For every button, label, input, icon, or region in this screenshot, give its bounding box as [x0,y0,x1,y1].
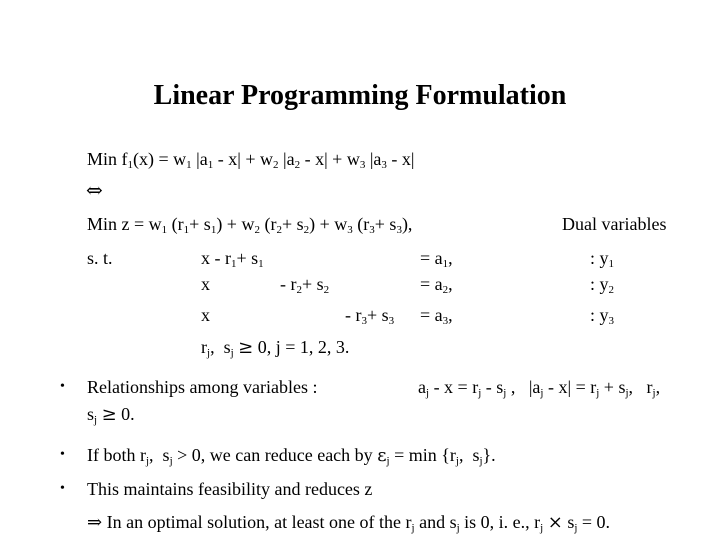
slide-title: Linear Programming Formulation [153,80,567,111]
subject-to-label: s. t. [87,248,113,268]
bullet-1-continuation: $s_j \ge 0$. [87,404,135,426]
bullet-1-relations: $a_j - x = r_j - s_j$ , $|a_j - x| = r_j + s_j$, $r_j$, [418,377,661,399]
bullet-1-dot: • [60,379,65,394]
bullet-1-text: Relationships among variables : [87,377,318,397]
dual-y2: : $y_2$ [590,274,615,296]
constraint-3-x: x [201,305,210,325]
constraint-1-lhs: $x - r_1+ s_1$ [201,248,264,270]
equivalence-icon: ⇔ [86,178,103,202]
dual-y1: : $y_1$ [590,248,615,270]
nonnegativity-constraint: $r_j$, $s_j \ge 0$, j = 1, 2, 3. [201,337,350,359]
constraint-3-rhs: = $a_3$, [420,305,453,327]
bullet-3-text: This maintains feasibility and reduces z [87,479,373,499]
constraint-1-rhs: = $a_1$, [420,248,453,270]
constraint-2-rhs: = $a_2$, [420,274,453,296]
bullet-2-text: If both $r_j$, $s_j > 0$, we can reduce each by $\varepsilon_j = \min \{r_j$, $s_j$}. [87,445,496,467]
constraint-3-lhs: - $r_3+ s_3$ [345,305,395,327]
constraint-2-lhs: - $r_2+ s_2$ [280,274,330,296]
objective-f: Min $f_1(x) = w_1$ $|a_1 - x| + w_2$ $|a_2 - x| + w_3$ $|a_3 - x|$ [87,149,415,171]
bullet-3-dot: • [60,481,65,496]
dual-variables-header: Dual variables [562,214,667,234]
implies-arrow-icon: ⇒ [87,512,103,533]
objective-z: Min $z = w_1$ $(r_1+ s_1) + w_2$ $(r_2+ s_2) + w_3$ $(r_3+ s_3)$, [87,214,413,236]
dual-y3: : $y_3$ [590,305,615,327]
bullet-2-dot: • [60,447,65,462]
constraint-2-x: x [201,274,210,294]
conclusion-line: ⇒ In an optimal solution, at least one of the $r_j$ and $s_j$ is 0, i. e., $r_j \times s_j = 0$. [87,512,611,534]
